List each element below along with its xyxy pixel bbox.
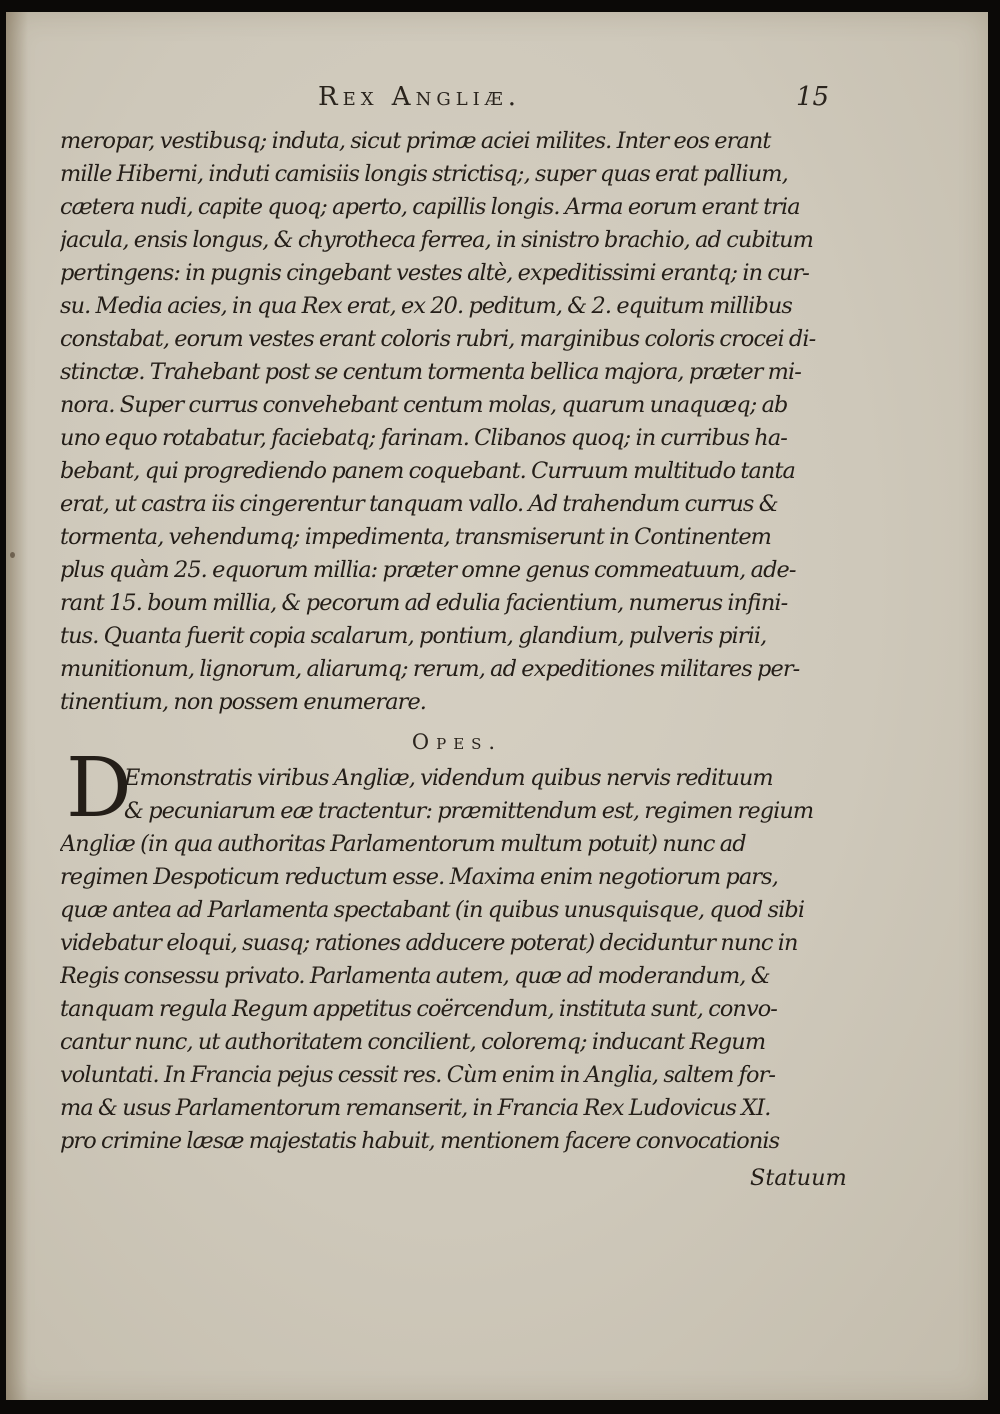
text-line: erat, ut castra iis cingerentur tanquam vallo. Ad trahendum currus & — [60, 491, 778, 517]
page-number: 15 — [796, 82, 830, 112]
text-line: & pecuniarum eæ tractentur: præmittendum est, regimen regium — [124, 798, 814, 824]
text-line: cætera nudi, capite quoq; aperto, capillis longis. Arma eorum erant tria — [60, 194, 800, 220]
passage-opes — [60, 762, 830, 1158]
passage-army-description — [60, 125, 830, 719]
page-header — [6, 82, 988, 122]
text-line: quæ antea ad Parlamenta spectabant (in quibus unusquisque, quod sibi — [60, 897, 805, 923]
section-heading-text: Opes. — [411, 730, 503, 754]
text-line: ma & usus Parlamentorum remanserit, in Francia Rex Ludovicus XI. — [60, 1095, 771, 1121]
text-line: tanquam regula Regum appetitus coërcendum, instituta sunt, convo- — [60, 996, 777, 1022]
text-line: meropar, vestibusq; induta, sicut primæ aciei milites. Inter eos erant — [60, 128, 771, 154]
text-line: su. Media acies, in qua Rex erat, ex 20. peditum, & 2. equitum millibus — [60, 293, 792, 319]
running-title: Rex Angliæ. — [318, 82, 522, 112]
text-line: pertingens: in pugnis cingebant vestes altè, expeditissimi erantq; in cur- — [60, 260, 809, 286]
ink-spot — [10, 552, 15, 558]
book-page — [6, 12, 988, 1400]
text-line: voluntati. In Francia pejus cessit res. Cùm enim in Anglia, saltem for- — [60, 1062, 776, 1088]
text-line: stinctæ. Trahebant post se centum tormenta bellica majora, præter mi- — [60, 359, 801, 385]
text-line: plus quàm 25. equorum millia: præter omne genus commeatuum, ade- — [60, 557, 796, 583]
text-line: cantur nunc, ut authoritatem concilient, coloremq; inducant Regum — [60, 1029, 766, 1055]
text-line: rant 15. boum millia, & pecorum ad edulia facientium, numerus infini- — [60, 590, 788, 616]
text-line: constabat, eorum vestes erant coloris rubri, marginibus coloris crocei di- — [60, 326, 816, 352]
text-line: munitionum, lignorum, aliarumq; rerum, ad expeditiones militares per- — [60, 656, 800, 682]
catchword: Statuum — [750, 1165, 847, 1191]
text-line: Emonstratis viribus Angliæ, videndum quibus nervis redituum — [124, 765, 773, 791]
text-line: Regis consessu privato. Parlamenta autem, quæ ad moderandum, & — [60, 963, 770, 989]
text-line: regimen Despoticum reductum esse. Maxima enim negotiorum pars, — [60, 864, 778, 890]
text-line: Angliæ (in qua authoritas Parlamentorum multum potuit) nunc ad — [60, 831, 746, 857]
text-line: bebant, qui progrediendo panem coquebant. Curruum multitudo tanta — [60, 458, 795, 484]
page-gutter-shadow — [6, 12, 28, 1400]
text-line: mille Hiberni, induti camisiis longis strictisq;, super quas erat pallium, — [60, 161, 788, 187]
text-line: videbatur eloqui, suasq; rationes adducere poterat) deciduntur nunc in — [60, 930, 798, 956]
text-line: tinentium, non possem enumerare. — [60, 689, 427, 715]
text-line: tus. Quanta fuerit copia scalarum, pontium, glandium, pulveris pirii, — [60, 623, 767, 649]
text-line: tormenta, vehendumq; impedimenta, transmiserunt in Continentem — [60, 524, 772, 550]
text-line: pro crimine læsæ majestatis habuit, mentionem facere convocationis — [60, 1128, 780, 1154]
text-line: jacula, ensis longus, & chyrotheca ferrea, in sinistro brachio, ad cubitum — [60, 227, 814, 253]
section-heading — [6, 730, 988, 754]
text-line: uno equo rotabatur, faciebatq; farinam. Clibanos quoq; in curribus ha- — [60, 425, 787, 451]
text-line: nora. Super currus convehebant centum molas, quarum unaquæq; ab — [60, 392, 788, 418]
drop-cap-initial: D — [66, 741, 132, 836]
